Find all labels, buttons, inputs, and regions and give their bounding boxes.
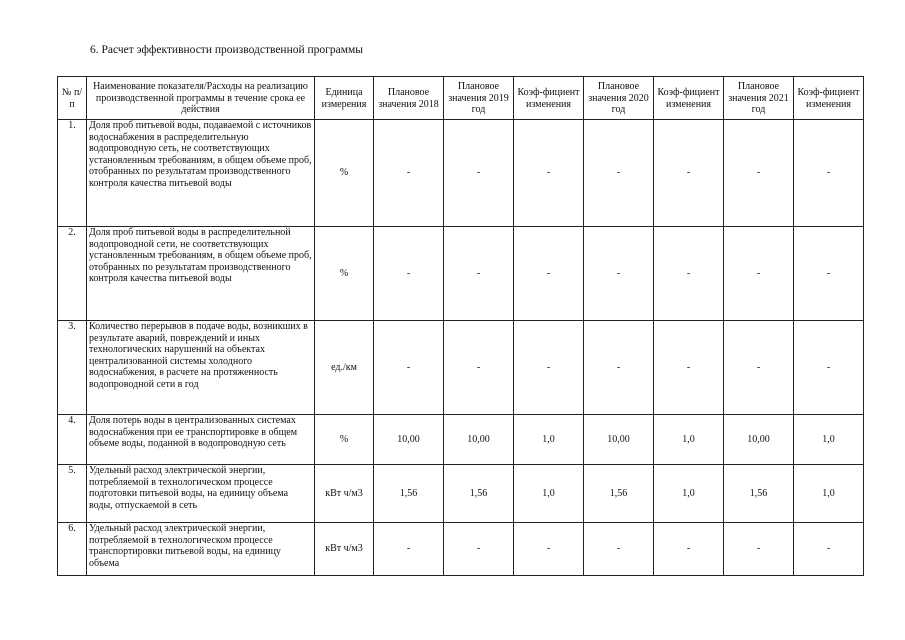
row-number: 2. <box>58 227 87 321</box>
value-cell: - <box>654 321 724 415</box>
table-row <box>58 415 864 465</box>
value-cell: 1,56 <box>444 465 514 523</box>
row-unit: ед./км <box>315 321 374 415</box>
value-cell: - <box>514 227 584 321</box>
header-cell-coef-2019: Коэф-фициент изменения <box>514 77 584 120</box>
value-cell: 1,0 <box>514 465 584 523</box>
row-unit: % <box>315 227 374 321</box>
value-cell: 1,0 <box>794 465 864 523</box>
value-cell: 1,56 <box>584 465 654 523</box>
table-row <box>58 227 864 321</box>
header-cell-plan-2021: Плановое значения 2021 год <box>724 77 794 120</box>
efficiency-table <box>57 76 864 576</box>
row-indicator: Удельный расход электрической энергии, потребляемой в технологическом процессе транспортировки питьевой воды, на единицу объема <box>87 523 315 576</box>
section-title: 6. Расчет эффективности производственной программы <box>90 44 364 56</box>
header-cell-plan-2018: Плановое значения 2018 <box>374 77 444 120</box>
row-indicator: Доля проб питьевой воды, подаваемой с источников водоснабжения в распределительную водопроводную сеть, не соответствующих установленным требованиям, в общем объеме проб, отобранных по результатам производственного контроля качества питьевой воды <box>87 120 315 227</box>
value-cell: - <box>584 321 654 415</box>
value-cell: - <box>514 321 584 415</box>
header-cell-unit: Единица измерения <box>315 77 374 120</box>
value-cell: - <box>444 120 514 227</box>
value-cell: - <box>374 227 444 321</box>
row-unit: кВт ч/м3 <box>315 465 374 523</box>
header-cell-coef-2020: Коэф-фициент изменения <box>654 77 724 120</box>
value-cell: 1,0 <box>654 465 724 523</box>
value-cell: - <box>794 523 864 576</box>
table-row <box>58 321 864 415</box>
value-cell: - <box>654 523 724 576</box>
header-cell-indicator: Наименование показателя/Расходы на реализацию производственной программы в течение срока ее действия <box>87 77 315 120</box>
value-cell: - <box>444 227 514 321</box>
value-cell: - <box>654 227 724 321</box>
header-cell-coef-2021: Коэф-фициент изменения <box>794 77 864 120</box>
value-cell: 10,00 <box>374 415 444 465</box>
value-cell: 1,0 <box>654 415 724 465</box>
row-unit: % <box>315 120 374 227</box>
row-indicator: Доля проб питьевой воды в распределительной водопроводной сети, не соответствующих установленным требованиям, в общем объеме проб, отобранных по результатам производственного контроля качества питьевой воды <box>87 227 315 321</box>
value-cell: - <box>444 321 514 415</box>
value-cell: - <box>794 321 864 415</box>
value-cell: - <box>374 120 444 227</box>
row-number: 1. <box>58 120 87 227</box>
value-cell: - <box>794 120 864 227</box>
row-number: 6. <box>58 523 87 576</box>
value-cell: - <box>444 523 514 576</box>
table-row <box>58 120 864 227</box>
row-unit: % <box>315 415 374 465</box>
value-cell: 1,56 <box>724 465 794 523</box>
table-row <box>58 465 864 523</box>
row-unit: кВт ч/м3 <box>315 523 374 576</box>
value-cell: - <box>514 523 584 576</box>
value-cell: - <box>374 523 444 576</box>
value-cell: - <box>374 321 444 415</box>
header-cell-number: № п/п <box>58 77 87 120</box>
value-cell: 1,0 <box>514 415 584 465</box>
value-cell: - <box>584 227 654 321</box>
value-cell: - <box>724 227 794 321</box>
header-cell-plan-2020: Плановое значения 2020 год <box>584 77 654 120</box>
value-cell: - <box>794 227 864 321</box>
row-indicator: Доля потерь воды в централизованных системах водоснабжения при ее транспортировке в общем объеме воды, поданной в водопроводную сеть <box>87 415 315 465</box>
value-cell: 10,00 <box>724 415 794 465</box>
row-indicator: Количество перерывов в подаче воды, возникших в результате аварий, повреждений и иных технологических нарушений на объектах централизованной системы холодного водоснабжения, в расчете на протяженность водопроводной сети в год <box>87 321 315 415</box>
row-number: 5. <box>58 465 87 523</box>
value-cell: - <box>724 523 794 576</box>
row-number: 3. <box>58 321 87 415</box>
value-cell: - <box>724 321 794 415</box>
row-number: 4. <box>58 415 87 465</box>
value-cell: 10,00 <box>584 415 654 465</box>
header-row <box>58 77 864 120</box>
row-indicator: Удельный расход электрической энергии, потребляемой в технологическом процессе подготовки питьевой воды, на единицу объема воды, отпускаемой в сеть <box>87 465 315 523</box>
value-cell: 1,56 <box>374 465 444 523</box>
value-cell: - <box>654 120 724 227</box>
value-cell: 1,0 <box>794 415 864 465</box>
value-cell: - <box>584 120 654 227</box>
value-cell: - <box>514 120 584 227</box>
value-cell: 10,00 <box>444 415 514 465</box>
table-row <box>58 523 864 576</box>
value-cell: - <box>584 523 654 576</box>
header-cell-plan-2019: Плановое значения 2019 год <box>444 77 514 120</box>
value-cell: - <box>724 120 794 227</box>
